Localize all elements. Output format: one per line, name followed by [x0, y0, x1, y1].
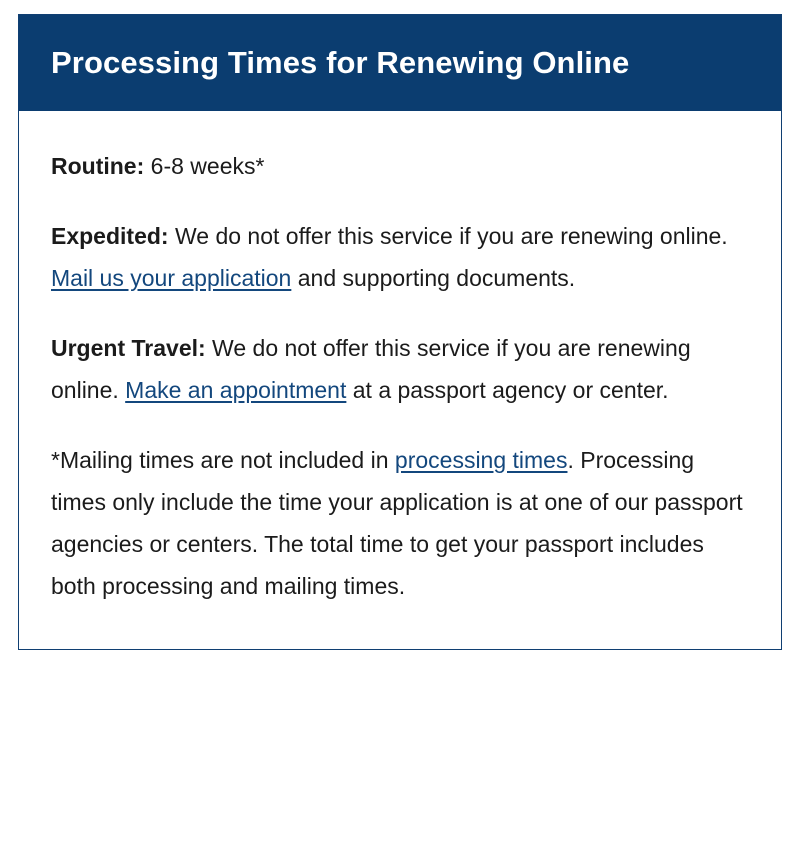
- footnote-text-before: *Mailing times are not included in: [51, 447, 395, 474]
- urgent-travel-paragraph: [51, 327, 749, 411]
- make-an-appointment-link[interactable]: Make an appointment: [125, 376, 347, 403]
- routine-label: Routine:: [51, 152, 145, 179]
- processing-times-card: [18, 14, 782, 650]
- urgent-travel-label: Urgent Travel:: [51, 334, 206, 361]
- expedited-text-before: We do not offer this service if you are renewing online.: [168, 222, 728, 249]
- card-body: [19, 111, 781, 650]
- footnote-paragraph: [51, 439, 749, 607]
- card-header: [19, 15, 781, 111]
- expedited-label: Expedited:: [51, 222, 169, 249]
- processing-times-link[interactable]: processing times: [394, 447, 568, 474]
- urgent-text-before: We do not offer this service if you are renewing online.: [51, 334, 691, 403]
- expedited-text-after: and supporting documents.: [291, 264, 576, 291]
- footnote-text-after: . Processing times only include the time your application is at one of our passport agencies or centers. The total time to get your passport includes both processing and mailing times.: [51, 447, 743, 600]
- urgent-text-after: at a passport agency or center.: [346, 376, 669, 403]
- routine-value: 6-8 weeks*: [144, 152, 265, 179]
- expedited-paragraph: [51, 215, 749, 299]
- routine-paragraph: [51, 145, 749, 187]
- page-title: Processing Times for Renewing Online: [51, 45, 630, 80]
- mail-us-your-application-link[interactable]: Mail us your application: [51, 264, 292, 291]
